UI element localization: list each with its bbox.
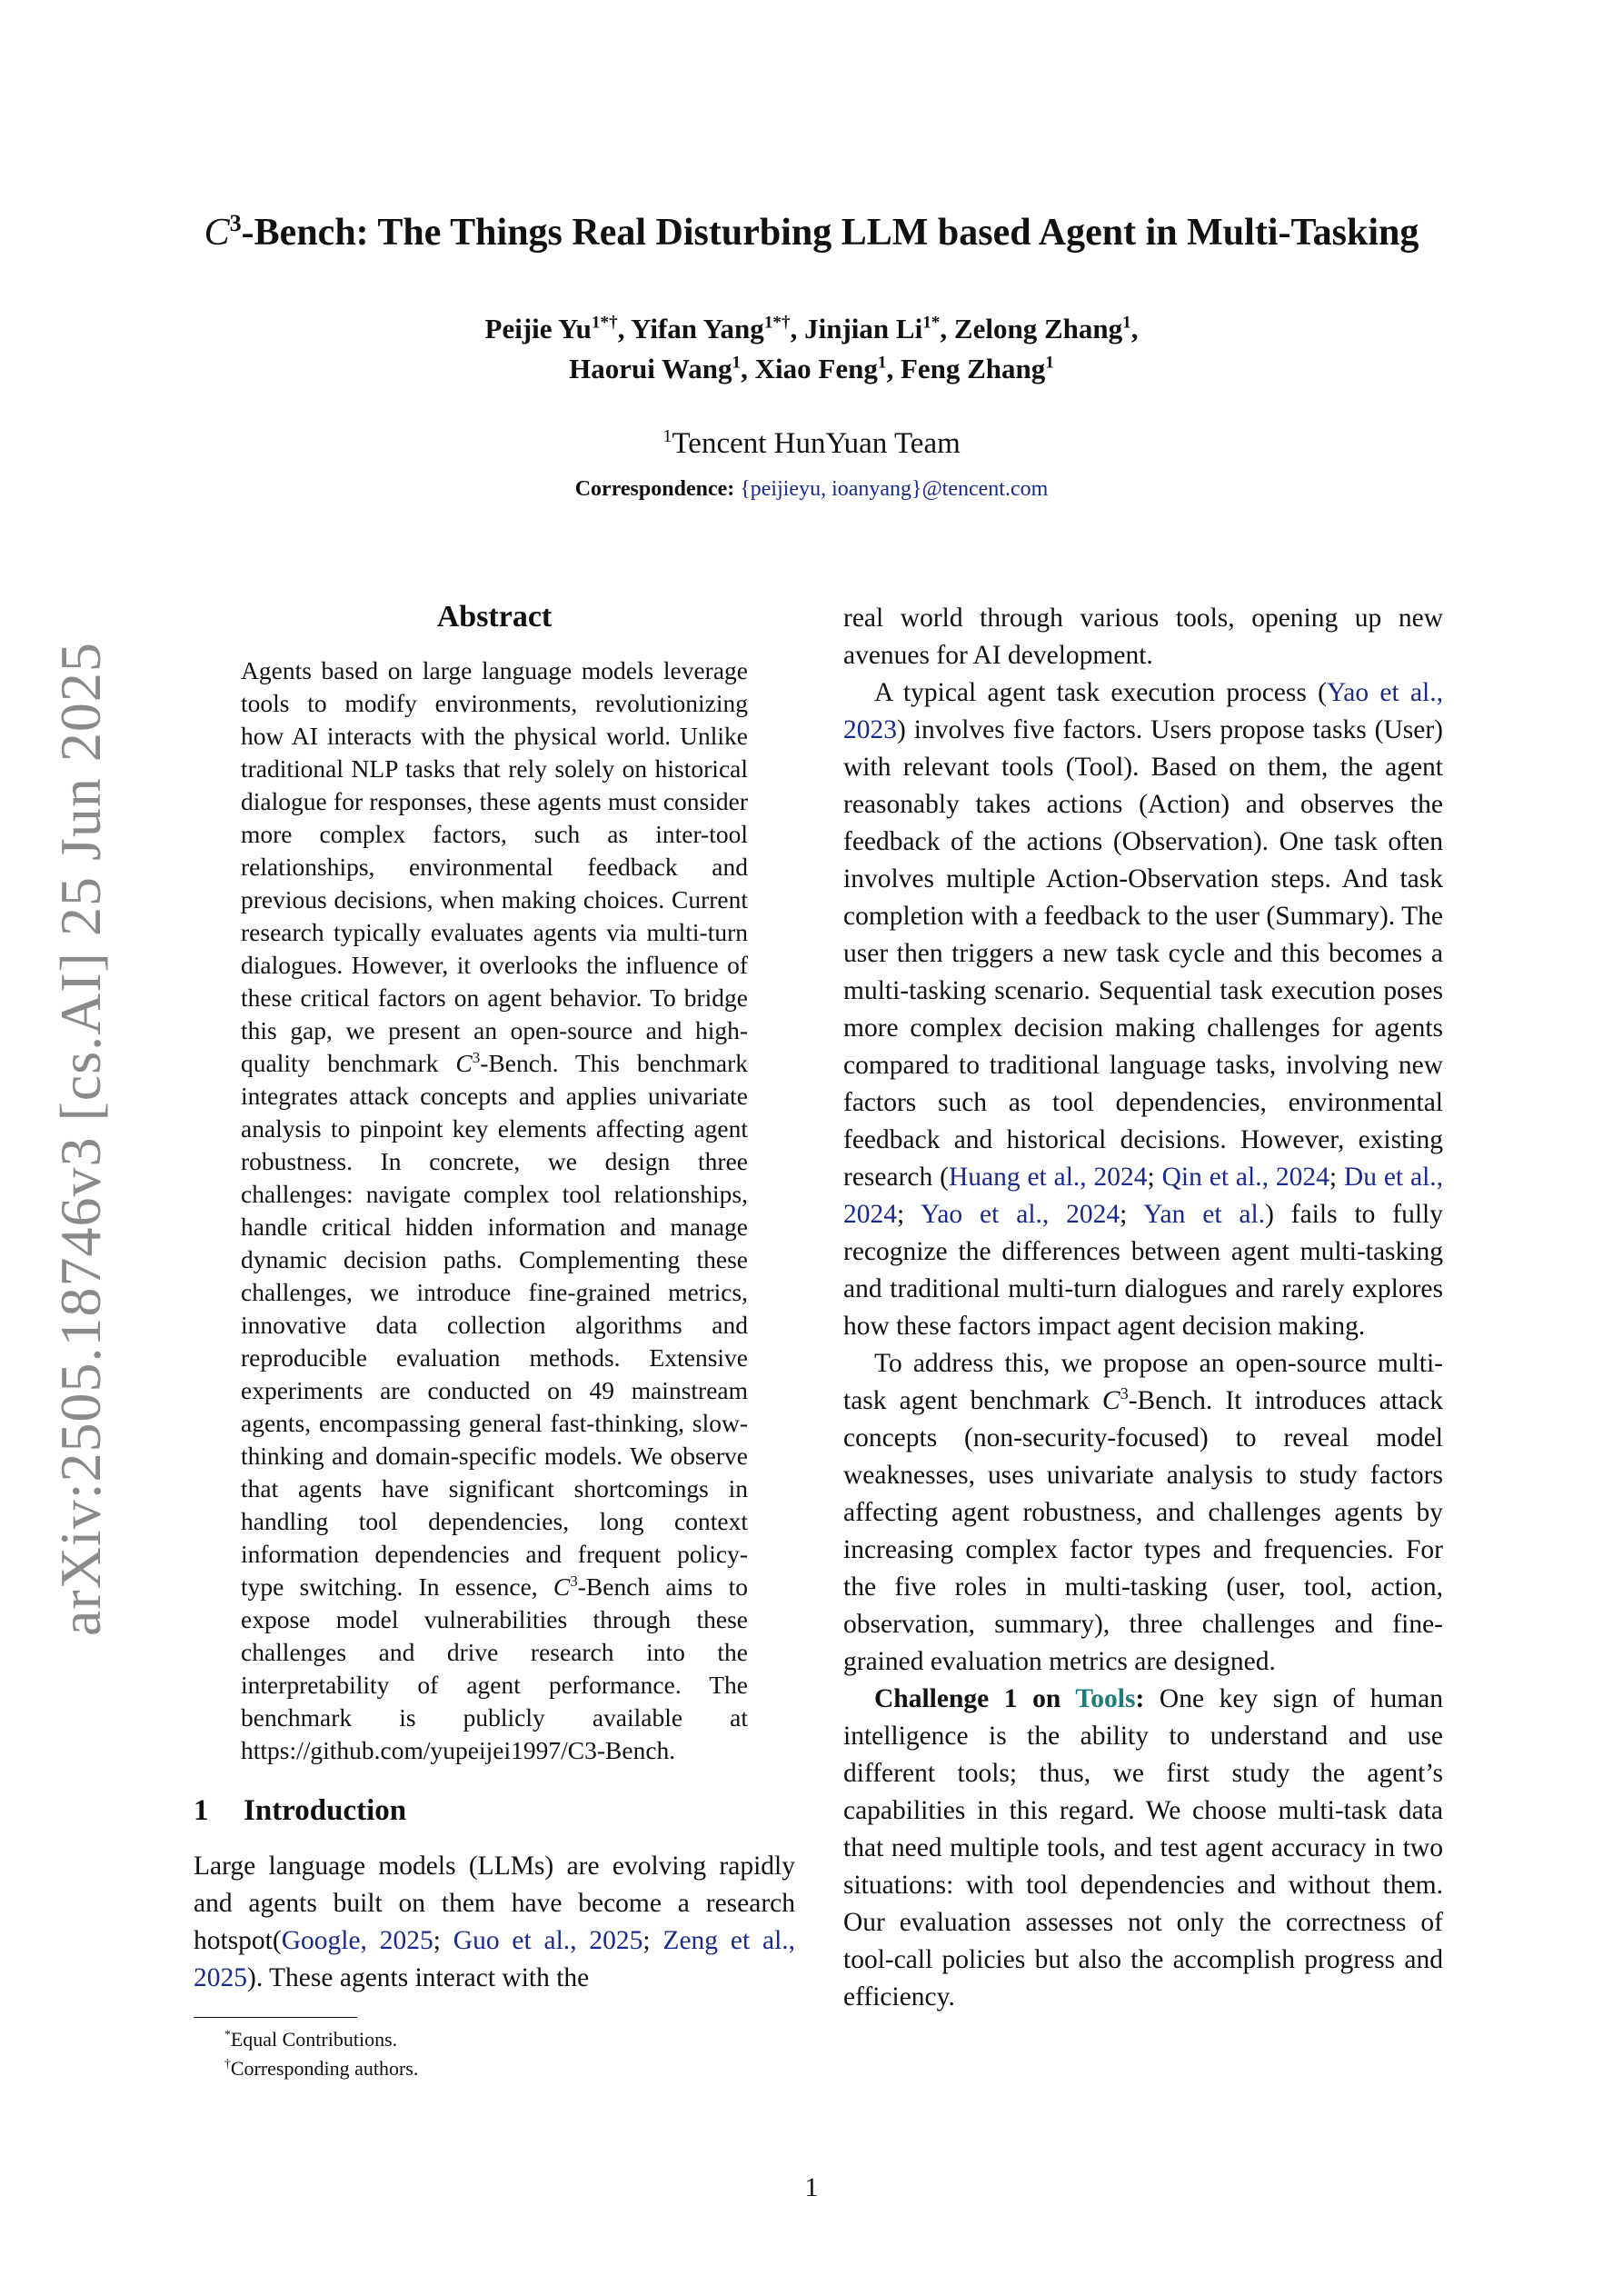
affiliation (136, 427, 1487, 461)
author-marks: 1 (732, 353, 742, 373)
intro-text: Large language models (LLMs) are evolving rapidly and agents built on them have become a research hotspot( (194, 1852, 795, 1955)
footnote (194, 2054, 795, 2083)
body-paragraph: real world through various tools, opening up new avenues for AI development. (843, 604, 1443, 670)
citation-link[interactable]: Zeng et al., 2025 (194, 1926, 796, 1992)
challenge-label: Challenge 1 on Tools: (874, 1684, 1145, 1713)
author-marks: 1 (1045, 353, 1054, 373)
abstract-c3-symbol: C (455, 1049, 473, 1077)
footnote-rule (194, 2017, 357, 2018)
abstract-part-2: -Bench. This benchmark integrates attack concepts and applies univariate analysis to pinpoint key elements affecting agent robustness. In concrete, we design three challenges: navigate complex tool relationships, handle critical hidden information and manage dynamic decision paths. Complementing these challenges, we introduce fine-grained metrics, innovative data collection algorithms and reproducible evaluation methods. Extensive experiments are conducted on 49 mainstream agents, encompassing general fast-thinking, slow-thinking and domain-specific models. We observe that agents have significant shortcomings in handling tool dependencies, long context information dependencies and frequent policy-type switching. In essence, (241, 1049, 748, 1601)
correspondence-label: Correspondence: (574, 477, 735, 501)
citation-link[interactable]: Huang et al., 2024 (948, 1163, 1148, 1192)
correspondence (136, 477, 1487, 502)
citation-link[interactable]: Yao et al., 2024 (920, 1200, 1120, 1229)
body-paragraph: Challenge 1 on Tools: One key sign of human intelligence is the ability to understand and use different tools; thus, we first study the agent’s capabilities in this regard. We choose multi-task data that need multiple tools, and test agent accuracy in two situations: with tool dependencies and without them. Our evaluation assesses not only the correctness of tool-call policies but also the accomplish progress and efficiency. (843, 1684, 1444, 2011)
footnote (194, 2025, 795, 2054)
c3-symbol: C (1101, 1386, 1120, 1415)
tools-link[interactable]: Tools (1075, 1684, 1136, 1713)
affiliation-name: Tencent HunYuan Team (672, 427, 961, 460)
c3-sup: 3 (1120, 1384, 1129, 1403)
author-marks: 1 (877, 353, 887, 373)
body-paragraph: A typical agent task execution process (Yao et al., 2023) involves five factors. Users propose tasks (User) with relevant tools (Tool). Based on them, the agent reasonably takes actions (Action) and observes the feedback of the actions (Observation). One task often involves multiple Action-Observation steps. And task completion with a feedback to the user (Summary). The user then triggers a new task cycle and this becomes a multi-tasking scenario. Sequential task execution poses more complex decision making challenges for agents compared to traditional language tasks, involving new factors such as tool dependencies, environmental feedback and historical decisions. However, existing research (Huang et al., 2024; Qin et al., 2024; Du et al., 2024; Yao et al., 2024; Yan et al.) fails to fully recognize the differences between agent multi-tasking and traditional multi-turn dialogues and rarely explores how these factors impact agent decision making. (843, 678, 1444, 1341)
citation-link[interactable]: Du et al., 2024 (843, 1163, 1444, 1229)
arxiv-stamp: arXiv:2505.18746v3 [cs.AI] 25 Jun 2025 (48, 642, 113, 1636)
author-name: Peijie Yu (484, 313, 592, 344)
abstract-text (241, 654, 748, 1767)
citation-link[interactable]: Yao et al., 2023 (843, 678, 1443, 744)
footnote-mark: † (224, 2056, 231, 2071)
citation-link[interactable]: Qin et al., 2024 (1161, 1163, 1329, 1192)
abstract-c3-symbol: C (553, 1572, 571, 1601)
author-list (136, 309, 1487, 389)
citation-link[interactable]: Yan et al. (1143, 1200, 1266, 1229)
citation-link[interactable]: Google, 2025 (281, 1926, 433, 1955)
section-heading-introduction (194, 1794, 795, 1828)
title-rest: -Bench: The Things Real Disturbing LLM based Agent in Multi-Tasking (241, 212, 1419, 254)
author-marks: 1*† (591, 313, 618, 333)
affiliation-mark: 1 (662, 426, 672, 446)
page-number: 1 (804, 2172, 819, 2202)
author-name: Feng Zhang (900, 353, 1046, 384)
author-marks: 1 (1122, 313, 1131, 333)
left-column (194, 600, 795, 2083)
title-c3-sup: 3 (229, 210, 242, 236)
body-paragraph: To address this, we propose an open-source multi-task agent benchmark $C^3$-Bench. It introduces attack concepts (non-security-focused) to reveal model weaknesses, uses univariate analysis to study factors affecting agent robustness, and challenges agents by increasing complex factor types and frequencies. For the five roles in multi-tasking (user, tool, action, observation, summary), three challenges and fine-grained evaluation metrics are designed. (843, 1349, 1444, 1676)
abstract-c3-sup: 3 (570, 1572, 578, 1590)
section-number: 1 (194, 1794, 209, 1827)
author-name: Zelong Zhang (953, 313, 1123, 344)
section-title: Introduction (244, 1794, 407, 1827)
intro-paragraph-1: Large language models (LLMs) are evolving rapidly and agents built on them have become a research hotspot(Google, 2025; Guo et al., 2025; Zeng et al., 2025). These agents interact with the (194, 1852, 796, 1992)
citation-link[interactable]: Guo et al., 2025 (453, 1926, 643, 1955)
abstract-part-3: -Bench aims to expose model vulnerabilities through these challenges and drive research into the interpretability of agent performance. The benchmark is publicly available at https://github.com/yupeijei1997/C3-Bench. (241, 1572, 748, 1764)
title-c3-symbol: C (204, 212, 230, 254)
correspondence-email-link[interactable]: {peijieyu, ioanyang}@tencent.com (740, 477, 1049, 501)
intro-text: ). These agents interact with the (247, 1963, 590, 1992)
paper-title (136, 211, 1487, 255)
author-line-1: Peijie $Yu^{1*\dagger}$, Yifan Yang$^{1*\dagger}$, Jinjian $Li^{1*}$, Zelong Zhang$^1$, (484, 313, 1139, 344)
abstract-c3-sup: 3 (472, 1048, 481, 1066)
right-column (843, 600, 1443, 2016)
footnote-mark: * (224, 2027, 231, 2041)
author-line-2: Haorui Wang$^1$, Xiao Feng$^1$, Feng Zhang$^1$ (569, 353, 1054, 384)
author-marks: 1*† (763, 313, 791, 333)
footnote-text: Corresponding authors. (230, 2057, 419, 2080)
author-name: Jinjian Li (804, 313, 923, 344)
abstract-heading: Abstract (436, 600, 553, 634)
author-name: Yifan Yang (631, 313, 764, 344)
author-name: Haorui Wang (569, 353, 732, 384)
author-marks: 1* (922, 313, 941, 333)
abstract-part-1: Agents based on large language models leverage tools to modify environments, revolutionizing how AI interacts with the physical world. Unlike traditional NLP tasks that rely solely on historical dialogue for responses, these agents must consider more complex factors, such as inter-tool relationships, environmental feedback and previous decisions, when making choices. Current research typically evaluates agents via multi-turn dialogues. However, it overlooks the influence of these critical factors on agent behavior. To bridge this gap, we present an open-source and high-quality benchmark (241, 656, 748, 1077)
author-name: Xiao Feng (754, 353, 878, 384)
footnote-text: Equal Contributions. (230, 2028, 398, 2051)
